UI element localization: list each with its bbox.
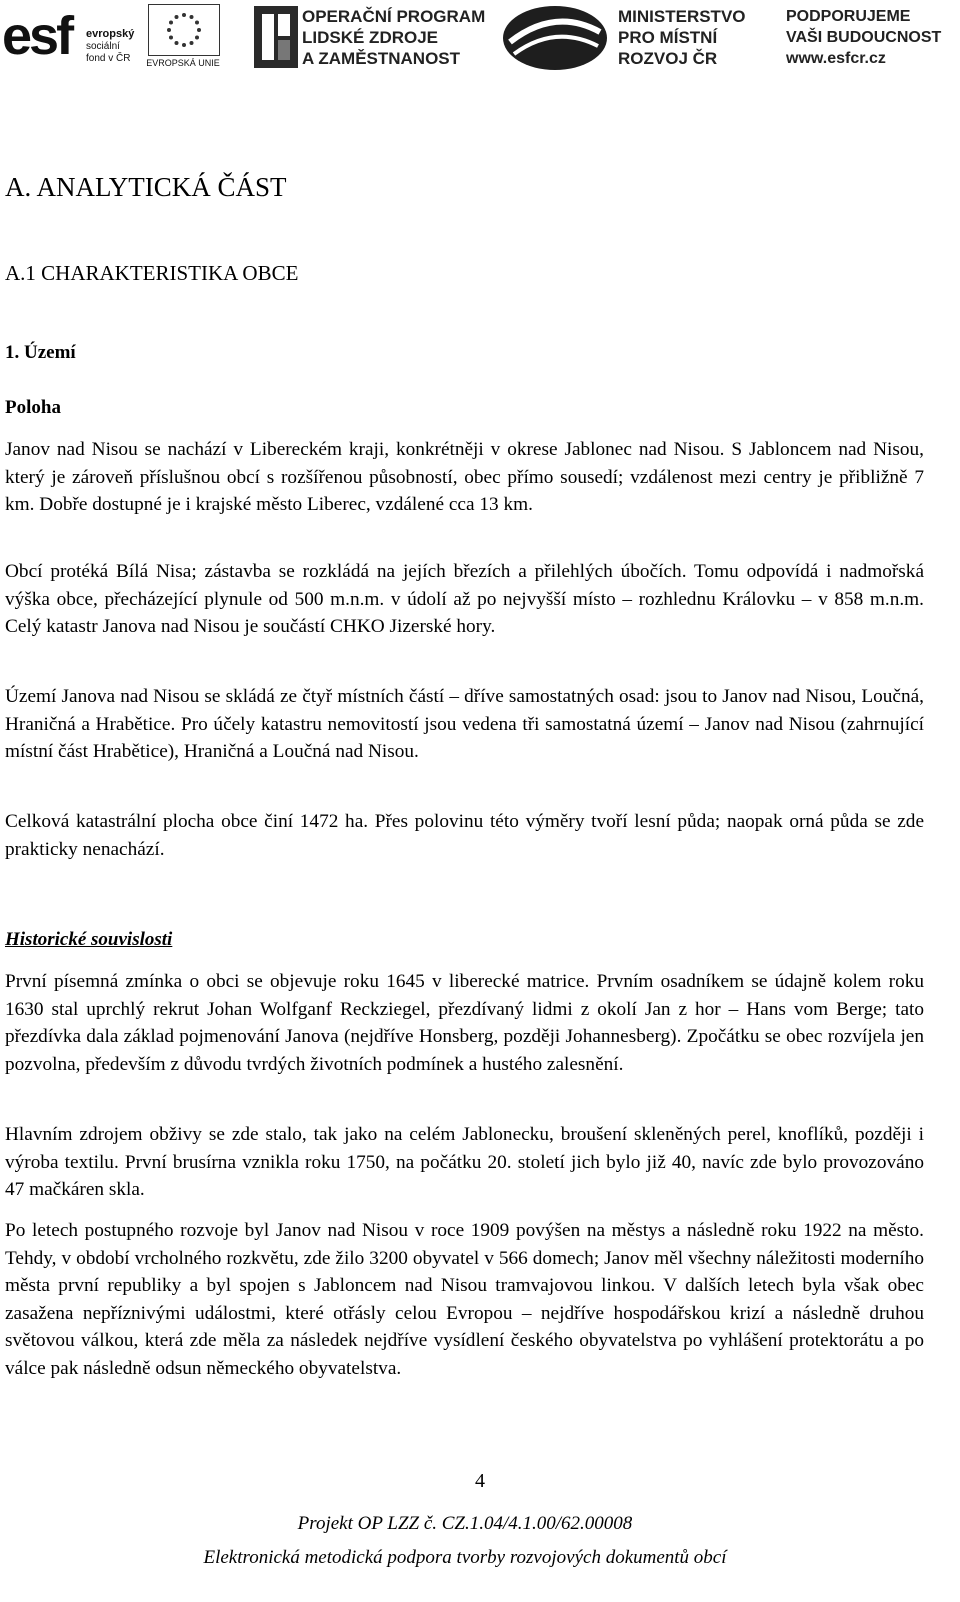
paragraph-poloha-4: Celková katastrální plocha obce činí 1472 ha. Přes polovinu této výměry tvoří lesní půda; naopak orná půda se zde prakticky nenachází. — [5, 811, 924, 860]
mmr-line-3: ROZVOJ ČR — [618, 49, 718, 68]
mmr-logo — [500, 0, 770, 76]
paragraph-historie-2: Hlavním zdrojem obživy se zde stalo, tak jako na celém Jablonecku, broušení skleněných perel, knoflíků, později i výroba textilu. První brusírna vznikla roku 1750, na počátku 20. století jich bylo již 40, navíc zde bylo provozováno 47 mačkáren skla. — [5, 1124, 924, 1201]
footer-subtitle: Elektronická metodická podpora tvorby rozvojových dokumentů obcí — [203, 1547, 727, 1568]
op-lzz-logo — [250, 0, 490, 76]
eu-flag-icon — [148, 4, 220, 56]
mmr-line-2: PRO MÍSTNÍ — [618, 28, 718, 47]
paragraph-poloha-3: Území Janova nad Nisou se skládá ze čtyř místních částí – dříve samostatných osad: jsou to Janov nad Nisou, Loučná, Hraničná a Hrabětice. Pro účely katastru nemovitostí jsou vedena tři samostatná území – Janov nad Nisou (zahrnující místní část Hrabětice), Hraničná a Loučná nad Nisou. — [5, 686, 924, 763]
heading-historicke-souvislosti: Historické souvislosti — [5, 929, 173, 950]
page-number: 4 — [475, 1470, 485, 1492]
heading-uzemi: 1. Území — [5, 342, 76, 363]
op-line-3: A ZAMĚSTNANOST — [302, 49, 461, 68]
paragraph-poloha-1: Janov nad Nisou se nachází v Libereckém kraji, konkrétněji v okrese Jablonec nad Nisou. S Jabloncem nad Nisou, který je zároveň příslušnou obcí s rozšířenou působností, obec přímo sousedí; vzdálenost mezi centry je přibližně 7 km. Dobře dostupné je i krajské město Liberec, vzdálené cca 13 km. — [5, 439, 924, 516]
esf-logo-text — [86, 28, 134, 65]
slogan — [786, 6, 956, 76]
op-line-2: LIDSKÉ ZDROJE — [302, 28, 439, 47]
eu-logo — [142, 2, 224, 72]
footer-project: Projekt OP LZZ č. CZ.1.04/4.1.00/62.00008 — [297, 1513, 633, 1534]
paragraph-poloha-2: Obcí protéká Bílá Nisa; zástavba se rozkládá na jejích březích a přilehlých úbočích. Tomu odpovídá i nadmořská výška obce, přecházející plynule od 500 m.n.m. v údolí až po nejvyšší místo – rozhlednu Královku – v 858 m.n.m. Celý katastr Janova nad Nisou je součástí CHKO Jizerské hory. — [5, 561, 924, 638]
eu-label: EVROPSKÁ UNIE — [146, 58, 220, 68]
slogan-url: www.esfcr.cz — [786, 50, 886, 67]
op-lzz-emblem-icon — [252, 4, 300, 70]
esf-sub-line-3: fond v ČR — [86, 53, 131, 64]
section-title: A. ANALYTICKÁ ČÁST — [5, 172, 287, 202]
esf-sub-line-2: sociální — [86, 41, 120, 52]
slogan-line-2: VAŠI BUDOUCNOST — [786, 29, 942, 46]
esf-sub-line-1: evropský — [86, 28, 135, 40]
mmr-emblem-icon — [500, 2, 610, 74]
esf-logo — [0, 2, 140, 72]
paragraph-historie-3: Po letech postupného rozvoje byl Janov nad Nisou v roce 1909 povýšen na městys a následně roku 1922 na město. Tehdy, v období vrcholného rozkvětu, zde žilo 3200 obyvatel v 566 domech; Janov měl všechny náležitosti moderního města první republiky a byl spojen s Jabloncem nad Nisou tramvajovou linkou. V dalších letech byla však obec zasažena nepříznivými událostmi, které otřásly celou Evropou – nejdříve hospodářskou krizí a následně druhou světovou válkou, která zde měla za následek nejdříve vysídlení českého obyvatelstva po vyhlášení protektorátu a po válce pak následně odsun německého obyvatelstva. — [5, 1220, 924, 1379]
paragraph-historie-1: První písemná zmínka o obci se objevuje roku 1645 v liberecké matrice. Prvním osadníkem se údajně kolem roku 1630 stal uprchlý rekrut Johan Wolfganf Reckziegel, přezdívaný lidmi z okolí Jan z hor – Hans vom Berge; tato přezdívka dala základ pojmenování Janova (nejdříve Honsberg, později Johannesberg). Zpočátku se obec rozvíjela jen pozvolna, především z důvodu tvrdých životních podmínek a hustého zalesnění. — [5, 971, 924, 1075]
mmr-text — [618, 6, 746, 69]
esf-logo-mark: esf — [2, 6, 72, 66]
op-line-1: OPERAČNÍ PROGRAM — [302, 7, 486, 26]
subsection-title: A.1 CHARAKTERISTIKA OBCE — [5, 261, 299, 285]
slogan-line-1: PODPORUJEME — [786, 8, 911, 25]
heading-poloha: Poloha — [5, 397, 61, 418]
mmr-line-1: MINISTERSTVO — [618, 7, 746, 26]
op-lzz-text — [302, 6, 485, 69]
logo-header — [0, 0, 960, 80]
